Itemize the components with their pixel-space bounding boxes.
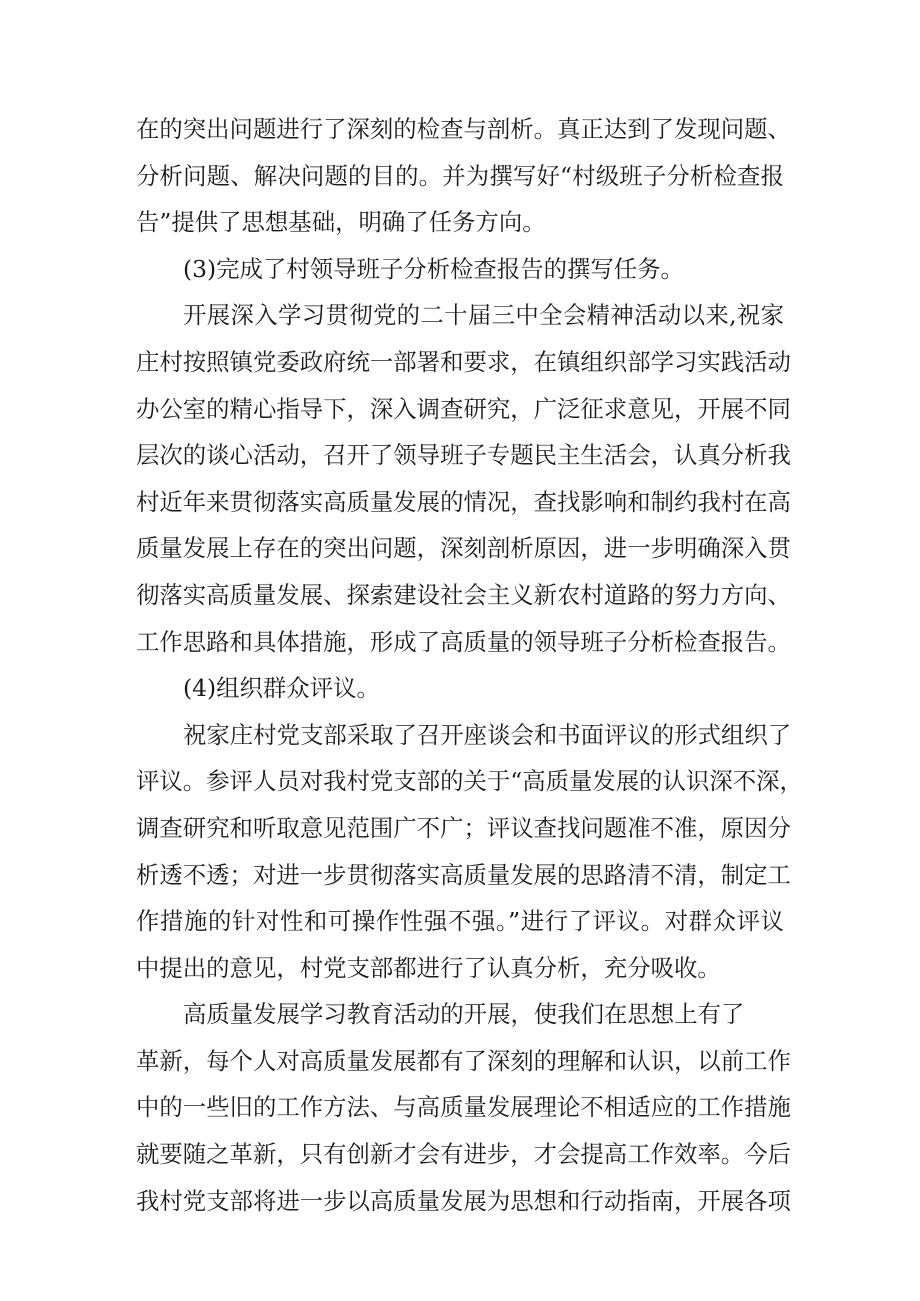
text-line: 我村党支部将进一步以高质量发展为思想和行动指南，开展各项	[136, 1186, 791, 1215]
text-line: 开展深入学习贯彻党的二十届三中全会精神活动以来,祝家	[183, 301, 784, 330]
text-line: 祝家庄村党支部采取了召开座谈会和书面评议的形式组织了	[183, 720, 792, 749]
text-line: 中提出的意见，村党支部都进行了认真分析，充分吸收。	[136, 953, 721, 982]
text-line: 析透不透；对进一步贯彻落实高质量发展的思路清不清，制定工	[136, 860, 791, 889]
text-line: 作措施的针对性和可操作性强不强。”进行了评议。对群众评议	[136, 907, 784, 936]
text-line: 就要随之革新，只有创新才会有进步，才会提高工作效率。今后	[136, 1140, 791, 1169]
text-line: 高质量发展学习教育活动的开展，使我们在思想上有了	[183, 1000, 745, 1029]
section-heading-3: (3)完成了村领导班子分析检查报告的撰写任务。	[183, 254, 684, 283]
section-heading-4: (4)组织群众评议。	[183, 674, 380, 703]
text-line: 革新，每个人对高质量发展都有了深刻的理解和认识，以前工作	[136, 1046, 791, 1075]
text-line: 工作思路和具体措施，形成了高质量的领导班子分析检查报告。	[136, 627, 791, 656]
text-line: 告”提供了思想基础，明确了任务方向。	[136, 208, 546, 237]
text-line: 分析问题、解决问题的目的。并为撰写好“村级班子分析检查报	[136, 161, 784, 190]
text-line: 庄村按照镇党委政府统一部署和要求，在镇组织部学习实践活动	[136, 347, 791, 376]
text-line: 彻落实高质量发展、探索建设社会主义新农村道路的努力方向、	[136, 580, 791, 609]
text-line: 中的一些旧的工作方法、与高质量发展理论不相适应的工作措施	[136, 1093, 791, 1122]
text-line: 评议。参评人员对我村党支部的关于“高质量发展的认识深不深，	[136, 767, 803, 796]
text-line: 调查研究和听取意见范围广不广；评议查找问题准不准，原因分	[136, 813, 791, 842]
text-line: 村近年来贯彻落实高质量发展的情况，查找影响和制约我村在高	[136, 487, 791, 516]
text-line: 在的突出问题进行了深刻的检查与剖析。真正达到了发现问题、	[136, 115, 791, 143]
text-line: 办公室的精心指导下，深入调查研究，广泛征求意见，开展不同	[136, 394, 791, 423]
text-line: 层次的谈心活动，召开了领导班子专题民主生活会，认真分析我	[136, 441, 791, 470]
text-line: 质量发展上存在的突出问题，深刻剖析原因，进一步明确深入贯	[136, 534, 791, 563]
body-text	[136, 106, 803, 1224]
